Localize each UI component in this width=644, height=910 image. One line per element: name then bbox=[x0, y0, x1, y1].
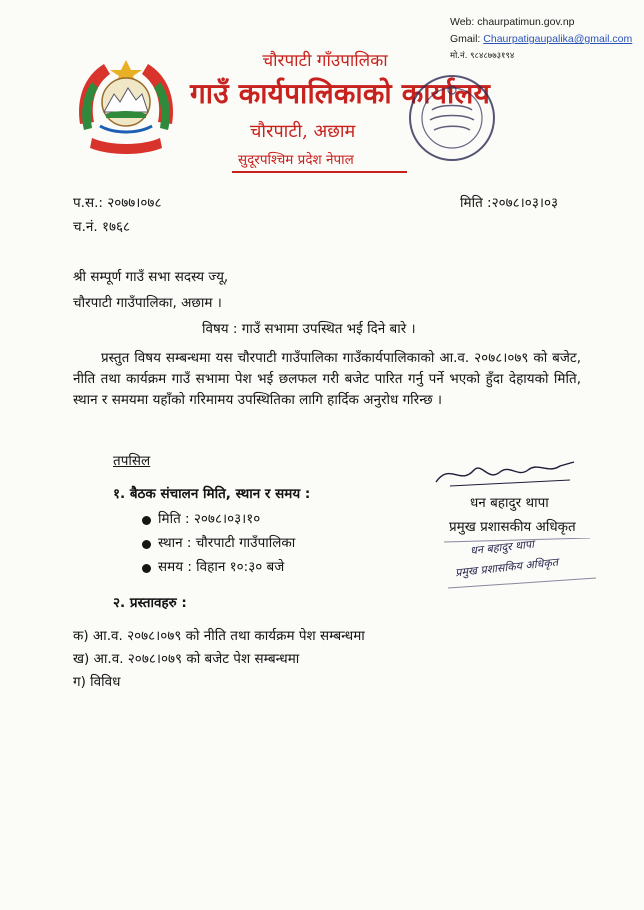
meeting-venue: स्थान : चौरपाटी गाउँपालिका bbox=[158, 535, 296, 551]
letterhead-location: चौरपाटी, अछाम bbox=[250, 121, 356, 142]
bullet-icon bbox=[142, 564, 151, 573]
bullet-icon bbox=[142, 516, 151, 525]
office-seal-icon bbox=[404, 70, 500, 166]
gmail-link[interactable]: Chaurpatigaupalika@gmail.com bbox=[483, 33, 633, 45]
proposal-item: क) आ.व. २०७८।०७९ को नीति तथा कार्यक्रम पेश सम्बन्धमा bbox=[73, 628, 365, 644]
letter-date: मिति :२०७८।०३।०३ bbox=[460, 195, 558, 211]
reference-number: प.स.: २०७७।०७८ bbox=[73, 195, 162, 211]
signatory-title: प्रमुख प्रशासकीय अधिकृत bbox=[449, 519, 576, 535]
gmail-label: Gmail: bbox=[450, 33, 484, 45]
letterhead-office: गाउँ कार्यपालिकाको कार्यालय bbox=[190, 77, 491, 110]
phone-number: मो.नं. ९८४८७७३१९४ bbox=[450, 51, 515, 61]
meeting-date: मिति : २०७८।०३।१० bbox=[158, 511, 261, 527]
contact-block bbox=[450, 14, 632, 65]
nepal-emblem-icon bbox=[70, 54, 182, 158]
letterhead-province: सुदूरपश्चिम प्रदेश नेपाल bbox=[238, 152, 354, 168]
proposal-item: ख) आ.व. २०७८।०७९ को बजेट पेश सम्बन्धमा bbox=[73, 651, 300, 667]
signature-icon bbox=[430, 452, 580, 492]
recipient-line: श्री सम्पूर्ण गाउँ सभा सदस्य ज्यू, bbox=[73, 269, 229, 285]
body-paragraph: प्रस्तुत विषय सम्बन्धमा यस चौरपाटी गाउँपालिका गाउँकार्यपालिकाको आ.व. २०७८।०७९ को बजेट, नीति तथा कार्यक्रम गाउँ सभामा पेश भई छलफल गरी बजेट पारित गर्नु पर्ने भएको हुँदा देहायको मिति, स्थान र समयमा यहाँको गरिमामय उपस्थितिका लागि हार्दिक अनुरोध गरिन्छ । bbox=[73, 350, 581, 408]
schedule-heading: तपसिल bbox=[113, 453, 151, 469]
letterhead-municipality: चौरपाटी गाँउपालिका bbox=[262, 51, 388, 71]
proposals-heading: २. प्रस्तावहरु : bbox=[113, 595, 187, 611]
subject-line: विषय : गाउँ सभामा उपस्थित भई दिने बारे । bbox=[202, 321, 416, 337]
dispatch-number: च.नं. १७६८ bbox=[73, 219, 131, 235]
bullet-icon bbox=[142, 540, 151, 549]
website: Web: chaurpatimun.gov.np bbox=[450, 16, 575, 28]
signatory-name: धन बहादुर थापा bbox=[470, 495, 549, 511]
meeting-time: समय : विहान १०:३० बजे bbox=[158, 559, 285, 575]
letterhead-rule bbox=[232, 171, 407, 173]
proposal-item: ग) विविध bbox=[73, 674, 121, 690]
meeting-details-heading: १. बैठक संचालन मिति, स्थान र समय : bbox=[113, 486, 311, 502]
recipient-address: चौरपाटी गाउँपालिका, अछाम । bbox=[73, 295, 222, 311]
gmail-row bbox=[450, 31, 632, 48]
stamp-title: प्रमुख प्रशासकिय अधिकृत bbox=[454, 555, 559, 580]
stamp-name: धन बहादुर थापा bbox=[469, 537, 535, 558]
